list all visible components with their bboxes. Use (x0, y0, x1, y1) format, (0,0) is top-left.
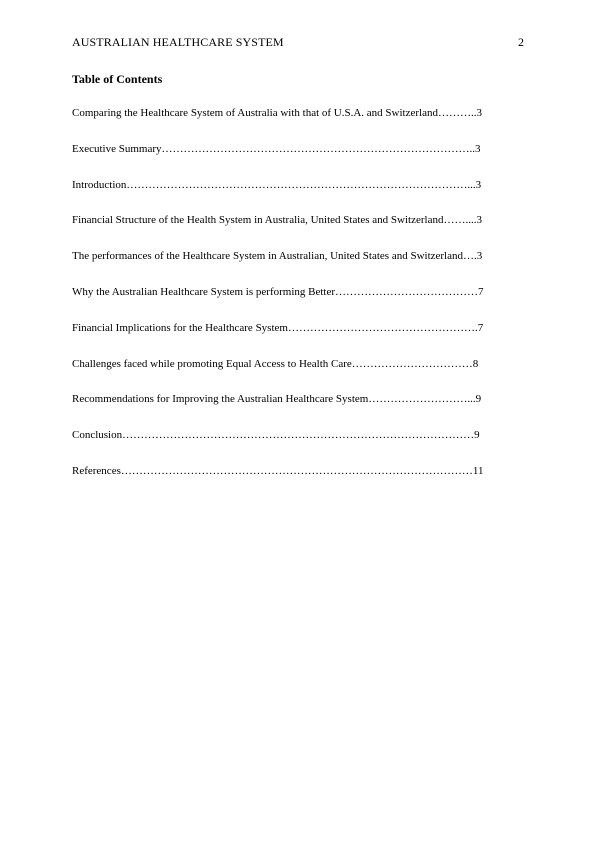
page-number: 2 (518, 35, 524, 49)
toc-entry-references: References……………………………………………………………………………………11 (72, 464, 484, 477)
toc-entry-introduction: Introduction…………………………………………………………………………………...3 (72, 178, 482, 191)
toc-entry-conclusion: Conclusion……………………………………………………………………………………9 (72, 429, 480, 442)
toc-entry-performances: The performances of the Healthcare System in Australian, United States and Switzerland….3 (72, 250, 483, 263)
table-of-contents (72, 107, 532, 501)
toc-entry-executive-summary: Executive Summary…………………………………………………………………………..3 (72, 142, 481, 155)
toc-entry-comparing: Comparing the Healthcare System of Australia with that of U.S.A. and Switzerland………..3 (72, 107, 482, 119)
toc-title: Table of Contents (72, 72, 163, 86)
toc-entry-challenges: Challenges faced while promoting Equal Access to Health Care……………………………8 (72, 357, 479, 370)
toc-entry-financial-structure: Financial Structure of the Health System in Australia, United States and Switzerland……....3 (72, 214, 482, 227)
toc-entry-financial-implications: Financial Implications for the Healthcare System…………………………………………….7 (72, 321, 484, 334)
toc-entry-why-performing-better: Why the Australian Healthcare System is performing Better…………………………………7 (72, 285, 484, 298)
toc-entry-recommendations: Recommendations for Improving the Australian Healthcare System………………………...9 (72, 393, 482, 406)
running-head: AUSTRALIAN HEALTHCARE SYSTEM (72, 35, 284, 49)
